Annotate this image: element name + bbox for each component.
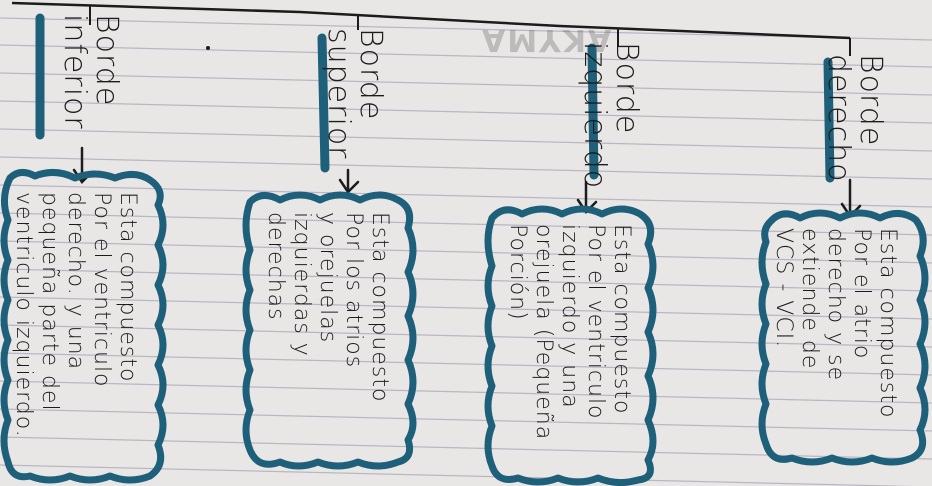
title-derecho (822, 54, 886, 183)
body-inferior-line-1: Esta compuesto (115, 192, 140, 383)
body-derecho-line-4: extiende de (797, 228, 822, 370)
title-superior-line-1: Borde (353, 28, 388, 121)
body-derecho-line-5: VCS - VCI. (771, 228, 796, 349)
body-inferior-line-2: Por el ventriculo (89, 192, 114, 388)
main-connector-line (12, 3, 850, 38)
body-inferior-line-3: derecho. y una (63, 192, 88, 371)
watermark-text: AKYMA (480, 22, 612, 57)
title-derecho-line-2: derecho (821, 54, 856, 183)
body-izquierdo-line-3: izquierdo y una (557, 224, 582, 409)
body-izquierdo-line-1: Esta compuesto (609, 224, 634, 415)
body-derecho-line-1: Esta compuesto (875, 228, 900, 419)
title-superior (322, 28, 386, 160)
title-derecho-line-1: Borde (853, 54, 888, 147)
body-inferior (10, 192, 140, 438)
pen-dot (206, 46, 210, 50)
body-superior-line-1: Esta compuesto (367, 212, 392, 403)
arrow-superior (340, 170, 358, 192)
title-inferior-line-1: Borde (89, 14, 124, 107)
body-derecho-line-3: derecho y se (823, 228, 848, 382)
body-derecho (770, 228, 900, 418)
title-izquierdo-line-1: Borde (609, 42, 644, 135)
body-izquierdo-line-4: orejuela (Pequeña (531, 224, 556, 441)
title-superior-line-2: superior (321, 28, 356, 160)
body-superior (262, 212, 392, 402)
body-izquierdo (504, 224, 634, 440)
title-inferior-line-2: inferior (57, 14, 92, 130)
body-inferior-line-5: ventriculo izquierdo. (11, 192, 36, 438)
body-superior-line-2: Por los atrios (341, 212, 366, 369)
body-izquierdo-line-2: Por el ventriculo (583, 224, 608, 420)
body-derecho-line-2: Por el atrio (849, 228, 874, 360)
body-superior-line-3: y orejuelas (315, 212, 340, 344)
body-izquierdo-line-5: Porción) (505, 224, 530, 321)
body-inferior-line-4: pequeña parte del (37, 192, 62, 412)
body-superior-line-5: derechas (263, 212, 288, 321)
title-izquierdo (578, 42, 642, 189)
title-izquierdo-line-2: izquierdo (577, 42, 612, 190)
body-superior-line-4: izquierdas y (289, 212, 314, 357)
title-inferior (58, 14, 122, 130)
